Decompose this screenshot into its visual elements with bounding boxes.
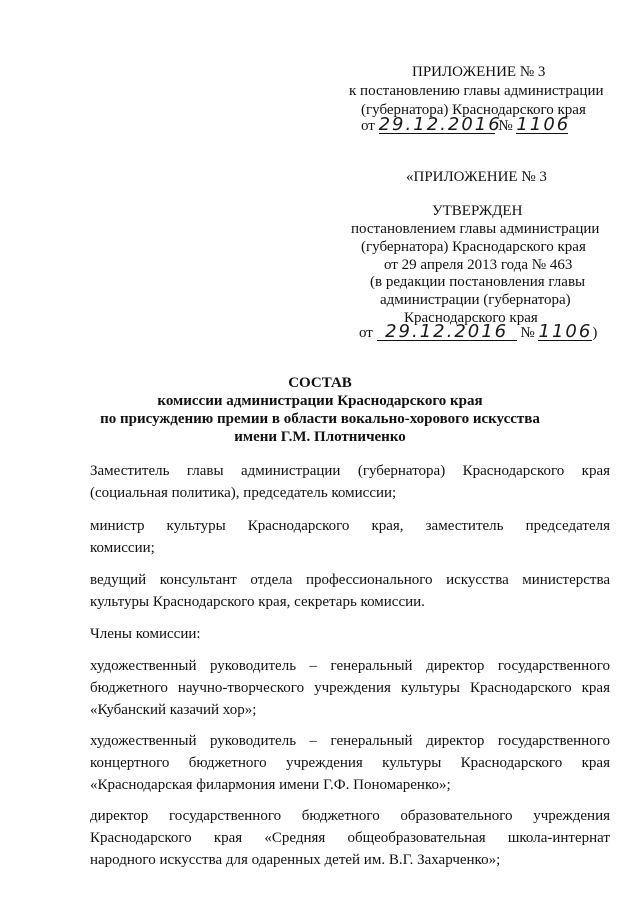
heading-line-3: по присуждению премии в области вокально-хорового искусства <box>100 411 540 427</box>
paragraph-member-2 <box>90 730 610 796</box>
handwritten-number: 1106 <box>516 114 571 135</box>
paragraph-member-1 <box>90 655 610 721</box>
approval-line-3: от 29 апреля 2013 года № 463 <box>384 257 573 273</box>
approval-date-prefix: от <box>359 325 373 341</box>
paragraph-line: комиссии; <box>90 540 155 556</box>
approval-number-prefix: № <box>520 325 535 341</box>
paragraph-line: «Краснодарская филармония имени Г.Ф. Пономаренко»; <box>90 777 451 793</box>
paragraph-line: бюджетного научно-творческого учреждения культуры Краснодарского края <box>90 680 610 696</box>
paragraph-line: (социальная политика), председатель комиссии; <box>90 485 397 501</box>
heading-line-2: комиссии администрации Краснодарского края <box>157 393 483 409</box>
approval-line-2: (губернатора) Краснодарского края <box>361 239 586 255</box>
heading-line-4: имени Г.М. Плотниченко <box>234 429 406 445</box>
approval-closing: ) <box>592 325 598 341</box>
paragraph-line: художественный руководитель – генеральный директор государственного <box>90 658 610 674</box>
approved-label: УТВЕРЖДЕН <box>432 203 523 219</box>
approval-handwritten-date: 29.12.2016 <box>377 324 517 341</box>
heading-sostav: СОСТАВ <box>288 375 352 391</box>
approval-handwritten-number: 1106 <box>538 321 593 342</box>
paragraph-line: «Кубанский казачий хор»; <box>90 702 257 718</box>
approval-line-4: (в редакции постановления главы <box>370 274 586 290</box>
appendix-date-line <box>361 114 571 135</box>
paragraph-line: Члены комиссии: <box>90 626 201 642</box>
approval-line-6: Краснодарского края <box>404 310 538 326</box>
approval-line-5: администрации (губернатора) <box>380 292 571 308</box>
handwritten-date: 29.12.2016 <box>378 114 502 135</box>
paragraph-members-label <box>90 623 610 645</box>
paragraph-line: Заместитель главы администрации (губернатора) Краснодарского края <box>90 463 610 479</box>
paragraph-member-3 <box>90 805 610 871</box>
paragraph-line: Краснодарского края «Средняя общеобразовательная школа-интернат <box>90 830 610 846</box>
appendix-title: ПРИЛОЖЕНИЕ № 3 <box>412 64 546 80</box>
paragraph-line: концертного бюджетного учреждения культуры Краснодарского края <box>90 755 610 771</box>
paragraph-line: народного искусства для одаренных детей им. В.Г. Захарченко»; <box>90 852 501 868</box>
paragraph-deputy-chairman <box>90 515 610 559</box>
approval-appendix-title: «ПРИЛОЖЕНИЕ № 3 <box>406 169 547 185</box>
paragraph-secretary <box>90 569 610 613</box>
number-prefix: № <box>498 118 513 134</box>
paragraph-line: министр культуры Краснодарского края, заместитель председателя <box>90 518 610 534</box>
paragraph-line: директор государственного бюджетного образовательного учреждения <box>90 808 610 824</box>
appendix-line-2: (губернатора) Краснодарского края <box>361 102 586 118</box>
paragraph-line: культуры Краснодарского края, секретарь комиссии. <box>90 594 425 610</box>
appendix-line-1: к постановлению главы администрации <box>349 83 604 99</box>
approval-line-1: постановлением главы администрации <box>351 221 600 237</box>
paragraph-chairman <box>90 460 610 504</box>
date-prefix: от <box>361 118 375 134</box>
paragraph-line: художественный руководитель – генеральный директор государственного <box>90 733 610 749</box>
paragraph-line: ведущий консультант отдела профессионального искусства министерства <box>90 572 610 588</box>
approval-date-line <box>359 321 598 342</box>
